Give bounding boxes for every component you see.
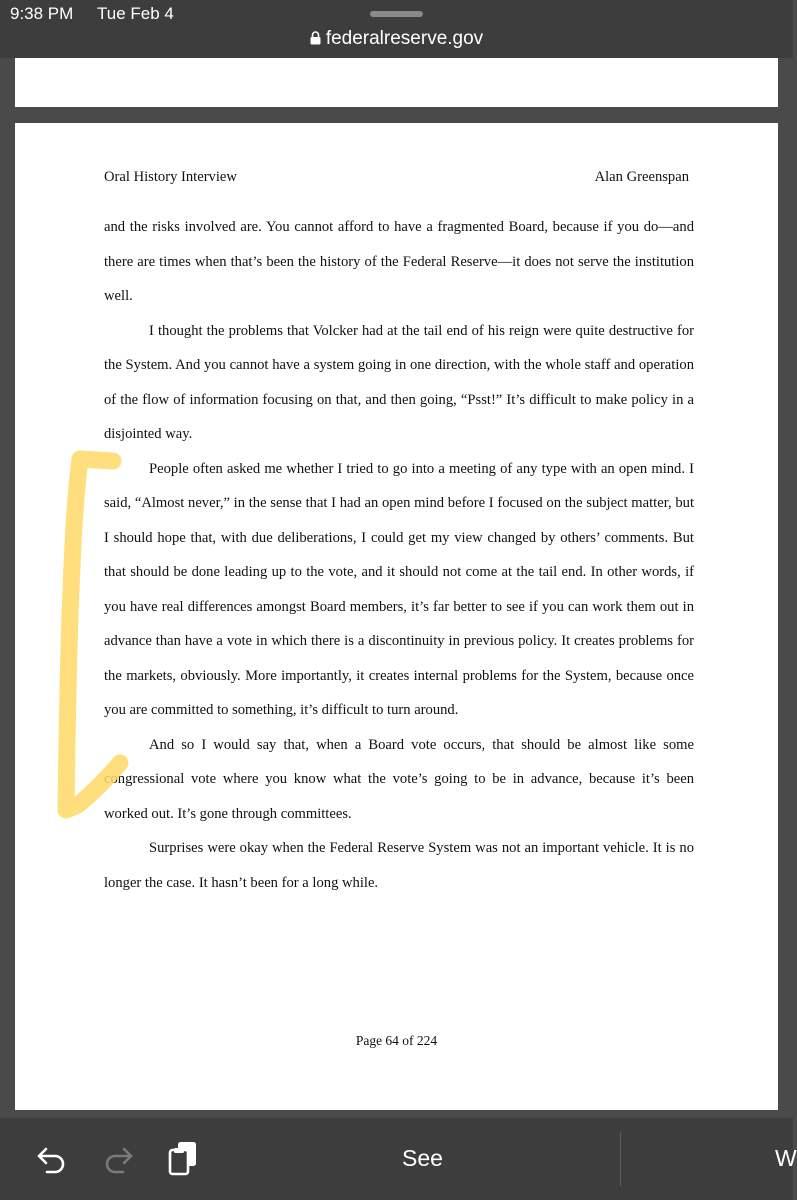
toolbar-divider: [620, 1132, 621, 1186]
lock-icon: [310, 31, 321, 45]
url-text: federalreserve.gov: [325, 28, 484, 49]
status-bar: [0, 0, 793, 58]
previous-page: [15, 58, 778, 107]
paragraph: Surprises were okay when the Federal Reserve System was not an important vehicle. It is no longer the case. It hasn’t been for a long while.: [104, 840, 694, 891]
paragraph: People often asked me whether I tried to go into a meeting of any type with an open mind. I said, “Almost never,” in the sense that I had an open mind before I focused on the subject matter, but I should hope that, with due deliberations, I could get my view changed by others’ comments. But that should be done leading up to the vote, and it should not come at the tail end. In other words, if you have real differences amongst Board members, it’s far better to see if you can work them out in advance than have a vote in which there is a discontinuity in previous policy. It creates problems for the markets, obviously. More importantly, it creates internal problems for the System, because once you are committed to something, it’s difficult to turn around.: [104, 460, 694, 718]
bottom-toolbar: [0, 1118, 797, 1200]
header-left: Oral History Interview: [104, 169, 237, 185]
undo-icon[interactable]: [34, 1138, 70, 1178]
paragraph: I thought the problems that Volcker had at the tail end of his reign were quite destructive for the System. And you cannot have a system going in one direction, with the whole staff and operation of the flow of information focusing on that, and then going, “Psst!” It’s difficult to make policy in a disjointed way.: [104, 322, 694, 442]
redo-icon[interactable]: [100, 1138, 136, 1178]
pdf-page: [15, 123, 778, 1110]
paragraph: And so I would say that, when a Board vote occurs, that should be almost like some congressional vote where you know what the vote’s going to be in advance, because it’s been worked out. It’s gone through committees.: [104, 736, 694, 822]
status-date: Tue Feb 4: [97, 4, 174, 23]
multitasking-grabber[interactable]: [370, 11, 423, 17]
status-time: 9:38 PM: [10, 4, 74, 23]
clipboard-icon[interactable]: [166, 1138, 202, 1178]
address-bar[interactable]: [0, 28, 793, 50]
suggestion-partial[interactable]: W: [775, 1145, 797, 1171]
page-body: [104, 210, 694, 900]
see-button[interactable]: See: [402, 1145, 482, 1172]
header-right: Alan Greenspan: [594, 169, 689, 185]
paragraph: and the risks involved are. You cannot afford to have a fragmented Board, because if you do—and there are times when that’s been the history of the Federal Reserve—it does not serve the institution well.: [104, 219, 694, 304]
page-number: Page 64 of 224: [355, 1033, 438, 1048]
